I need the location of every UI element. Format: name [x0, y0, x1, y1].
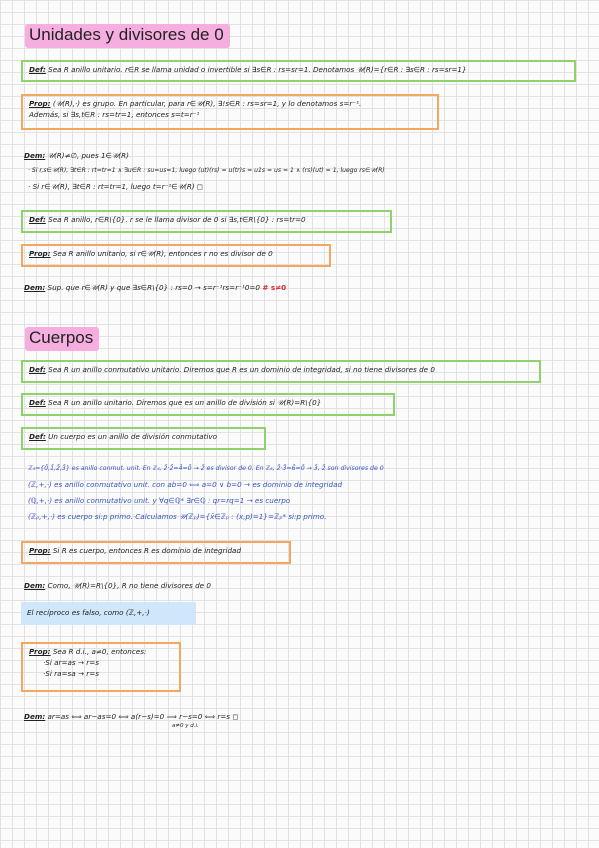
note-reciproco-falso: El recíproco es falso, como (ℤ,+,·) — [21, 602, 196, 625]
definition-box-cuerpo — [21, 427, 266, 450]
def-text: Sea R anillo, r∈R\{0}. r se le llama divisor de 0 si ∃s,t∈R\{0} : rs=tr=0 — [48, 215, 306, 224]
proposition-box-cancelacion — [21, 642, 181, 692]
def-text: Sea R un anillo conmutativo unitario. Diremos que R es un dominio de integridad, si no tiene divisores de 0 — [48, 365, 435, 374]
definition-box-unidad — [21, 60, 576, 82]
demonstration-line — [24, 580, 211, 591]
example-line: (ℤ,+,·) es anillo conmutativo unit. con ab=0 ⟺ a=0 ∨ b=0 → es dominio de integridad — [28, 480, 343, 489]
demonstration-line: · Si r∈𝒰(R), ∃t∈R : rt=tr=1, luego t=r⁻¹∈𝒰(R) ◻ — [28, 182, 203, 191]
prop-line: ·Si ra=sa → r=s — [43, 669, 99, 678]
prop-text: Sea R anillo unitario, si r∈𝒰(R), entonces r no es divisor de 0 — [52, 249, 273, 258]
example-line: (ℤₚ,+,·) es cuerpo si:p primo. Calculamos 𝒰(ℤₚ)={x̄∈ℤₚ : (x,p)=1}=ℤₚ* si:p primo. — [28, 512, 327, 521]
def-tag: Def: — [29, 398, 46, 407]
section-title-unidades: Unidades y divisores de 0 — [25, 24, 230, 48]
prop-tag: Prop: — [29, 647, 51, 656]
dem-text: 𝒰(R)≠∅, pues 1∈𝒰(R) — [47, 151, 129, 160]
dem-tag: Dem: — [24, 151, 46, 160]
demonstration-line — [24, 150, 129, 161]
section-title-cuerpos: Cuerpos — [25, 327, 99, 351]
prop-text: Si R es cuerpo, entonces R es dominio de integridad — [52, 546, 242, 555]
proposition-box-grupo-unidades — [21, 94, 439, 130]
prop-tag: Prop: — [29, 99, 51, 108]
proposition-box-unidad-no-divisor — [21, 244, 331, 267]
definition-box-divisor-cero — [21, 210, 392, 233]
dem-tag: Dem: — [24, 283, 46, 292]
example-line: ℤ₄={0̄,1̄,2̄,3̄} es anillo conmut. unit. En ℤ₄, 2̄·2̄=4̄=0̄ → 2̄ es divisor de 0. En ℤ₆, 2̄·3̄=6̄=0̄ → 3̄, 2̄ son divisores de 0 — [28, 465, 384, 472]
def-tag: Def: — [29, 365, 46, 374]
example-line: (ℚ,+,·) es anillo conmutativo unit. y ∀q∈ℚ* ∃r∈ℚ : qr=rq=1 → es cuerpo — [28, 496, 291, 505]
prop-tag: Prop: — [29, 249, 51, 258]
prop-line: Sea R d.i., a≠0, entonces: — [52, 647, 147, 656]
demonstration-line — [24, 711, 238, 722]
def-text: Sea R un anillo unitario. Diremos que es un anillo de división si 𝒰(R)=R\{0} — [48, 398, 322, 407]
definition-box-dominio-integridad — [21, 360, 541, 383]
contradiction-mark: # s≠0 — [262, 283, 287, 292]
definition-box-anillo-division — [21, 393, 395, 416]
demonstration-line: · Si r,s∈𝒰(R), ∃t∈R : rt=tr=1 ∧ ∃u∈R : su=us=1, luego (ut)(rs) = u(tr)s = u1s = us = 1 ∧ (rs)(ut) = 1, luego rs∈𝒰(R) — [28, 167, 385, 174]
dem-text: Sup. que r∈𝒰(R) y que ∃s∈R\{0} : rs=0 → s=r⁻¹rs=r⁻¹0=0 — [47, 283, 261, 292]
demonstration-subnote: a≠0 y d.i. — [172, 723, 199, 729]
def-tag: Def: — [29, 432, 46, 441]
def-tag: Def: — [29, 215, 46, 224]
dem-tag: Dem: — [24, 712, 46, 721]
prop-line: Además, si ∃s,t∈R : rs=tr=1, entonces s=t=r⁻¹ — [29, 110, 200, 119]
def-tag: Def: — [29, 65, 46, 74]
proposition-box-cuerpo-es-di — [21, 541, 291, 564]
dem-text: ar=as ⟺ ar−as=0 ⟺ a(r−s)=0 ⟹ r−s=0 ⟺ r=s ◻ — [47, 712, 239, 721]
prop-line: ·Si ar=as → r=s — [43, 658, 99, 667]
dem-text: Como, 𝒰(R)=R\{0}, R no tiene divisores de 0 — [47, 581, 211, 590]
prop-line: (𝒰(R),·) es grupo. En particular, para r∈𝒰(R), ∃!s∈R : rs=sr=1, y lo denotamos s=r⁻¹. — [52, 99, 362, 108]
dem-tag: Dem: — [24, 581, 46, 590]
def-text: Un cuerpo es un anillo de división conmutativo — [48, 432, 218, 441]
prop-tag: Prop: — [29, 546, 51, 555]
demonstration-line — [24, 282, 286, 293]
def-text: Sea R anillo unitario. r∈R se llama unidad o invertible si ∃s∈R : rs=sr=1. Denotamos 𝒰(R)={r∈R : ∃s∈R : rs=sr=1} — [48, 65, 467, 74]
